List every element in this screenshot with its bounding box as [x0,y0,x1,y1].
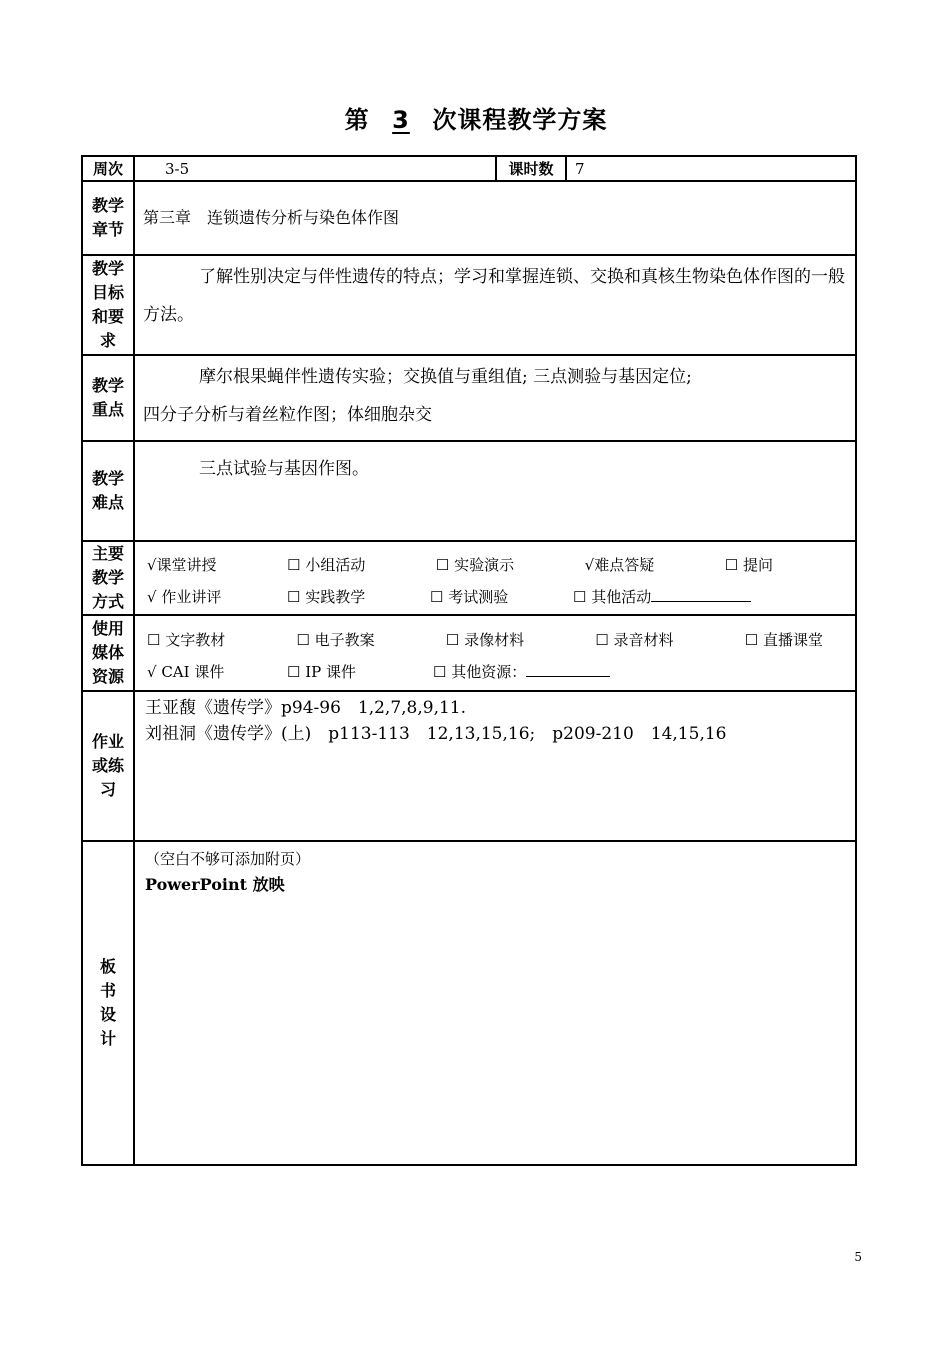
media-live-checkbox[interactable]: ☐ 直播课堂 [744,631,823,649]
key-points-row [82,355,856,441]
method-group-checkbox[interactable]: ☐ 小组活动 [287,556,366,574]
board-row [82,841,856,1165]
media-row [82,615,856,691]
chapter-text: 第三章 连锁遗传分析与染色体作图 [134,181,856,255]
chapter-label: 教学 章节 [82,181,134,255]
objectives-text: 了解性别决定与伴性遗传的特点；学习和掌握连锁、交换和真核生物染色体作图的一般方法。 [143,267,845,325]
board-note: （空白不够可添加附页） [145,850,311,868]
media-ip-checkbox[interactable]: ☐ IP 课件 [287,663,357,681]
media-other-checkbox[interactable]: ☐ 其他资源： [433,656,610,688]
key-points-line2: 四分子分析与着丝粒作图；体细胞杂交 [143,405,432,425]
board-text: PowerPoint 放映 [145,875,285,894]
homework-line1: 王亚馥《遗传学》p94-96 1,2,7,8,9,11. [145,698,467,718]
page-number: 5 [854,1250,862,1264]
media-e-plan-checkbox[interactable]: ☐ 电子教案 [296,631,375,649]
method-qa-checkbox[interactable]: √难点答疑 [584,556,655,574]
hours-value: 7 [566,156,856,181]
method-exam-checkbox[interactable]: ☐ 考试测验 [430,588,509,606]
methods-label: 主要 教学 方式 [82,541,134,615]
media-cai-checkbox[interactable]: √ CAI 课件 [147,663,225,681]
media-other-blank[interactable] [526,662,610,677]
method-demo-checkbox[interactable]: ☐ 实验演示 [435,556,515,574]
media-text-checkbox[interactable]: ☐ 文字教材 [147,631,226,649]
method-other-blank[interactable] [651,587,751,602]
title-suffix: 次课程教学方案 [432,106,608,134]
key-points-line1: 摩尔根果蝇伴性遗传实验；交换值与重组值; 三点测验与基因定位; [199,367,692,387]
media-video-checkbox[interactable]: ☐ 录像材料 [445,631,525,649]
key-points-label: 教学 重点 [82,355,134,441]
homework-label: 作业 或练 习 [82,691,134,841]
method-lecture-checkbox[interactable]: √课堂讲授 [147,556,217,574]
difficulties-text: 三点试验与基因作图。 [199,459,369,479]
method-other-checkbox[interactable]: ☐ 其他活动 [573,581,751,613]
difficulties-row [82,441,856,541]
week-value: 3-5 [134,156,496,181]
objectives-row [82,255,856,355]
media-label: 使用 媒体 资源 [82,615,134,691]
lesson-plan-table [81,155,857,1166]
chapter-row [82,181,856,255]
hours-label: 课时数 [496,156,566,181]
method-practice-checkbox[interactable]: ☐ 实践教学 [287,588,366,606]
homework-row [82,691,856,841]
difficulties-label: 教学 难点 [82,441,134,541]
homework-line2: 刘祖洞《遗传学》(上) p113-113 12,13,15,16; p209-210 14,15,16 [145,724,727,744]
method-questions-checkbox[interactable]: ☐ 提问 [724,556,773,574]
week-label: 周次 [82,156,134,181]
media-audio-checkbox[interactable]: ☐ 录音材料 [595,631,674,649]
header-row [82,156,856,181]
objectives-label: 教学 目标 和要 求 [82,255,134,355]
title-number: 3 [392,106,410,134]
board-label: 板 书 设 计 [82,841,134,1165]
page-title [0,100,952,135]
title-prefix: 第 [344,106,370,134]
methods-row [82,541,856,615]
method-homework-review-checkbox[interactable]: √ 作业讲评 [147,588,222,606]
